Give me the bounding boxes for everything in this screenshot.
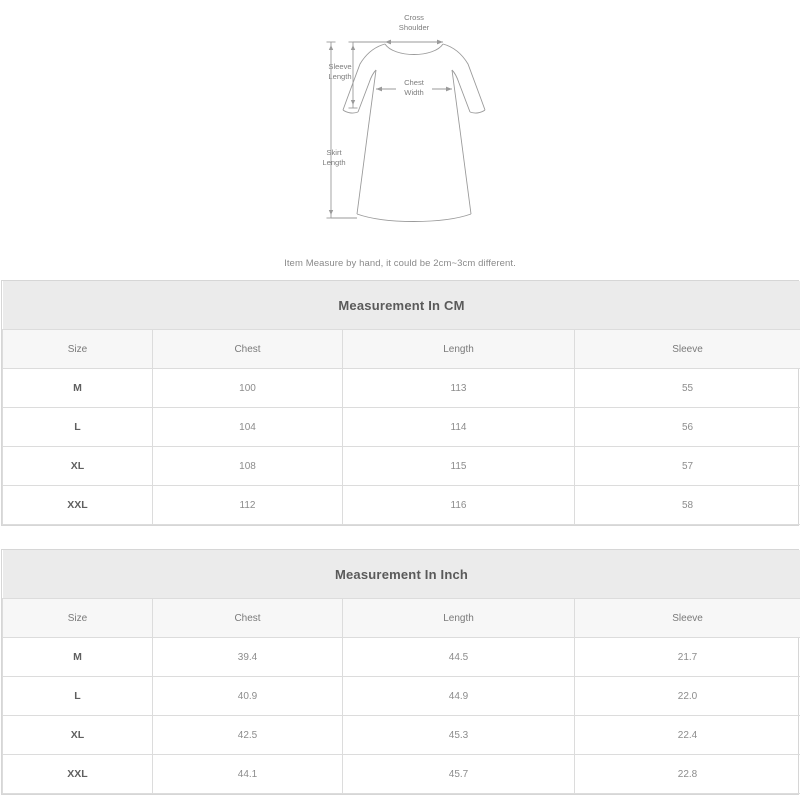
cell-size: XXL <box>3 755 153 794</box>
cell-length: 44.5 <box>343 638 575 677</box>
cell-length: 114 <box>343 408 575 447</box>
dress-outline <box>343 44 485 222</box>
cell-length: 44.9 <box>343 677 575 716</box>
table-row <box>3 447 800 486</box>
table-title: Measurement In CM <box>3 281 800 330</box>
cell-sleeve: 21.7 <box>575 638 800 677</box>
cell-length: 45.7 <box>343 755 575 794</box>
cell-sleeve: 22.0 <box>575 677 800 716</box>
table-row <box>3 486 800 525</box>
dress-measurement-illustration <box>0 0 800 248</box>
measurement-table-cm <box>1 280 799 526</box>
cross-shoulder-dimension <box>385 40 443 45</box>
cell-sleeve: 56 <box>575 408 800 447</box>
column-header-chest: Chest <box>153 599 343 638</box>
cell-sleeve: 22.8 <box>575 755 800 794</box>
cell-size: L <box>3 408 153 447</box>
skirt-length-label-line2: Length <box>322 158 346 167</box>
cell-chest: 100 <box>153 369 343 408</box>
cell-size: XL <box>3 447 153 486</box>
table-row <box>3 716 800 755</box>
cell-sleeve: 22.4 <box>575 716 800 755</box>
cell-chest: 42.5 <box>153 716 343 755</box>
size-diagram <box>0 0 800 248</box>
cell-size: XXL <box>3 486 153 525</box>
cell-sleeve: 58 <box>575 486 800 525</box>
column-header-length: Length <box>343 330 575 369</box>
table-title: Measurement In Inch <box>3 550 800 599</box>
table-gap <box>0 526 800 549</box>
column-header-length: Length <box>343 599 575 638</box>
cell-sleeve: 55 <box>575 369 800 408</box>
cell-chest: 44.1 <box>153 755 343 794</box>
table-row <box>3 638 800 677</box>
column-header-size: Size <box>3 330 153 369</box>
cell-size: L <box>3 677 153 716</box>
table-header-row <box>3 599 800 638</box>
chest-width-label-line2: Width <box>404 88 424 97</box>
cell-length: 45.3 <box>343 716 575 755</box>
chest-width-label-line1: Chest <box>404 78 424 87</box>
cell-chest: 104 <box>153 408 343 447</box>
cell-chest: 112 <box>153 486 343 525</box>
table-title-row <box>3 550 800 599</box>
column-header-size: Size <box>3 599 153 638</box>
cell-chest: 39.4 <box>153 638 343 677</box>
cell-sleeve: 57 <box>575 447 800 486</box>
measurement-table-inch <box>1 549 799 795</box>
cell-length: 113 <box>343 369 575 408</box>
measure-disclaimer: Item Measure by hand, it could be 2cm~3cm different. <box>284 258 516 269</box>
column-header-chest: Chest <box>153 330 343 369</box>
table-header-row <box>3 330 800 369</box>
skirt-length-label-line1: Skirt <box>326 148 342 157</box>
column-header-sleeve: Sleeve <box>575 599 800 638</box>
table-title-row <box>3 281 800 330</box>
cell-chest: 40.9 <box>153 677 343 716</box>
table-row <box>3 408 800 447</box>
table-row <box>3 369 800 408</box>
column-header-sleeve: Sleeve <box>575 330 800 369</box>
cell-size: XL <box>3 716 153 755</box>
cell-size: M <box>3 369 153 408</box>
cell-length: 115 <box>343 447 575 486</box>
cross-shoulder-label-line1: Cross <box>404 13 424 22</box>
table-row <box>3 755 800 794</box>
cell-length: 116 <box>343 486 575 525</box>
cell-size: M <box>3 638 153 677</box>
sleeve-length-label-line1: Sleeve <box>328 62 352 71</box>
cross-shoulder-label-line2: Shoulder <box>398 23 430 32</box>
sleeve-length-label-line2: Length <box>328 72 352 81</box>
cell-chest: 108 <box>153 447 343 486</box>
table-row <box>3 677 800 716</box>
